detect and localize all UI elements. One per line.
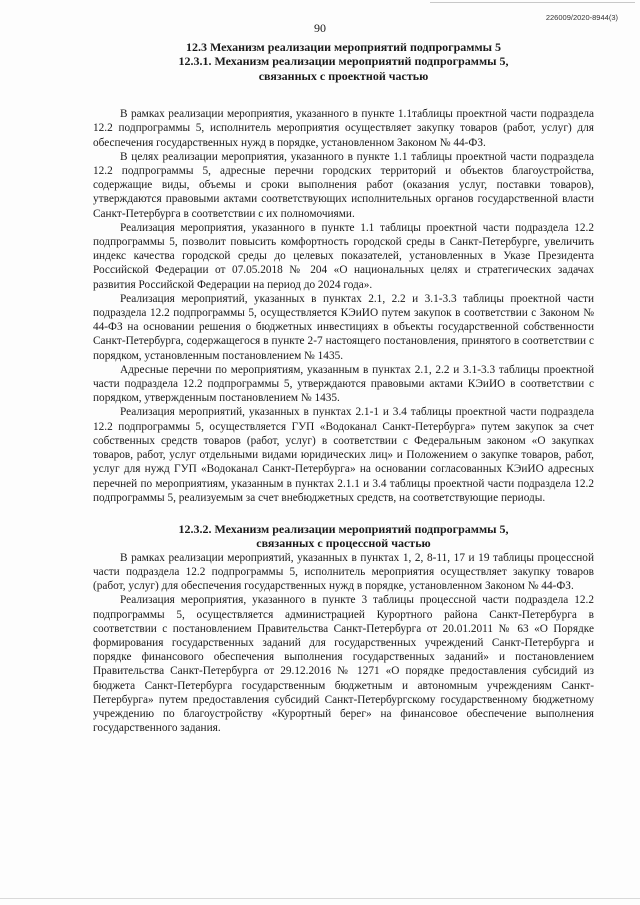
paragraph: Реализация мероприятия, указанного в пункте 3 таблицы процессной части подраздела 12.2 подпрограммы 5, осуществляется администрацией Курортного района Санкт-Петербурга в соответствии с постановлением Правительства Санкт-Петербурга от 20.01.2011 № 63 «О Порядке формирования государственных заданий для государственных учреждений Санкт-Петербурга и порядке финансового обеспечения выполнения государственных заданий» и постановлением Правительства Санкт-Петербурга от 29.12.2016 № 1271 «О порядке предоставления субсидий из бюджета Санкт-Петербурга государственным бюджетным и автономным учреждениям Санкт-Петербурга» путем предоставления субсидий Санкт-Петербургскому государственному бюджетному учреждению по благоустройству «Курортный берег» на финансовое обеспечение выполнения государственного задания. [93, 594, 594, 735]
paragraph: Реализация мероприятий, указанных в пунктах 2.1-1 и 3.4 таблицы проектной части подраздела 12.2 подпрограммы 5, осуществляется ГУП «Водоканал Санкт-Петербурга» путем закупок за счет собственных средств товаров (работ, услуг) в соответствии с Федеральным законом «О закупках товаров, работ, услуг отдельными видами юридических лиц» и Положением о закупке товаров, работ, услуг для нужд ГУП «Водоканал Санкт-Петербурга» на основании согласованных КЭиИО адресных перечней по мероприятиям, указанным в пунктах 2.1.1 и 3.4 таблицы проектной части подраздела 12.2 подпрограммы 5, реализуемым за счет внебюджетных средств, на соответствующие периоды. [93, 406, 594, 504]
paragraph: Реализация мероприятия, указанного в пункте 1.1 таблицы проектной части подраздела 12.2 подпрограммы 5, позволит повысить комфортность городской среды в Санкт-Петербурге, увеличить индекс качества городской среды до целевых показателей, установленных в Указе Президента Российской Федерации от 07.05.2018 № 204 «О национальных целях и стратегических задачах развития Российской Федерации на период до 2024 года». [93, 221, 594, 291]
paragraph: Адресные перечни по мероприятиям, указанным в пунктах 2.1, 2.2 и 3.1-3.3 таблицы проектной части подраздела 12.2 подпрограммы 5, утверждаются правовыми актами КЭиИО в соответствии с порядком, утвержденным постановлением № 1435. [93, 363, 594, 405]
paragraph: Реализация мероприятий, указанных в пунктах 2.1, 2.2 и 3.1-3.3 таблицы проектной части подраздела 12.2 подпрограммы 5, осуществляется КЭиИО путем закупок в соответствии с Законом № 44-ФЗ на основании решения о бюджетных инвестициях в объекты государственной собственности Санкт-Петербурга, содержащегося в пункте 2-7 настоящего постановления, принятого в соответствии с порядком, установленным постановлением № 1435. [93, 292, 594, 362]
document-id-stamp: 226009/2020-8944(3) [545, 13, 618, 22]
subsection-title-line-1: 12.3.2. Механизм реализации мероприятий подпрограммы 5, [178, 521, 509, 536]
subsection-title-line-1: 12.3.1. Механизм реализации мероприятий подпрограммы 5, [178, 54, 509, 69]
spacer [93, 505, 594, 522]
section-title: 12.3 Механизм реализации мероприятий подпрограммы 5 [185, 40, 502, 54]
scan-edge-line [0, 898, 640, 899]
paragraph: В рамках реализации мероприятия, указанного в пункте 1.1таблицы проектной части подраздела 12.2 подпрограммы 5, исполнитель мероприятия осуществляет закупку товаров (работ, услуг) для обеспечения государственных нужд в порядке, установленном Законом № 44-ФЗ. [93, 108, 594, 149]
paragraph: В целях реализации мероприятия, указанного в пункте 1.1 таблицы проектной части подраздела 12.2 подпрограммы 5, адресные перечни городских территорий и объектов благоустройства, содержащие виды, объемы и сроки выполнения работ (оказания услуг, поставки товаров), утверждаются правовыми актами соответствующих исполнительных органов государственной власти Санкт-Петербурга в соответствии с их полномочиями. [93, 150, 594, 220]
paragraph: В рамках реализации мероприятий, указанных в пунктах 1, 2, 8-11, 17 и 19 таблицы процессной части подраздела 12.2 подпрограммы 5, исполнитель мероприятия осуществляет закупку товаров (работ, услуг) для обеспечения государственных нужд в порядке, установленном Законом № 44-ФЗ. [93, 551, 594, 593]
subsection-title-line-2: связанных с проектной частью [258, 68, 429, 83]
page-number: 90 [314, 21, 326, 35]
subsection-title-line-2: связанных с процессной частью [256, 536, 431, 551]
scan-edge-line [430, 2, 635, 3]
spacer [93, 83, 594, 107]
document-body [93, 40, 594, 735]
